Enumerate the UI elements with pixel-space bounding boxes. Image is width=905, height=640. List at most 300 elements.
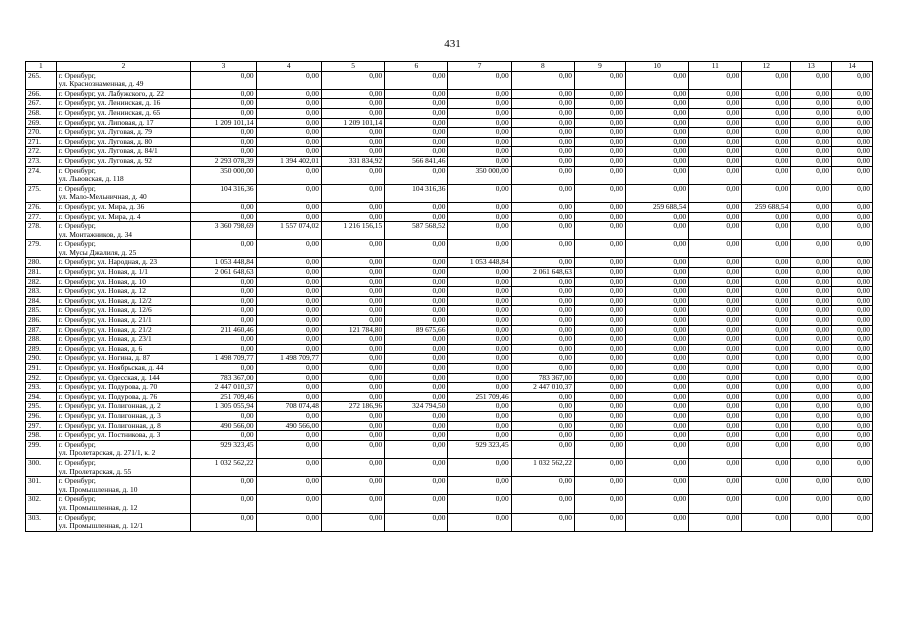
address-line: ул. Мусы Джалиля, д. 25 bbox=[58, 247, 137, 257]
amount-cell-col-5: 0,00 bbox=[321, 202, 384, 212]
amount-cell-col-7: 0,00 bbox=[448, 373, 511, 383]
address-line: г. Оренбург, bbox=[58, 184, 96, 193]
amount-cell-col-14: 0,00 bbox=[832, 137, 873, 147]
row-number-cell: 283. bbox=[26, 287, 57, 297]
row-number-cell: 290. bbox=[26, 354, 57, 364]
row-number-cell: 269. bbox=[26, 118, 57, 128]
row-number-cell: 287. bbox=[26, 325, 57, 335]
amount-cell-col-11: 0,00 bbox=[689, 89, 742, 99]
column-number-header: 4 bbox=[256, 62, 321, 72]
amount-cell-col-7: 0,00 bbox=[448, 513, 511, 531]
amount-cell-col-7: 0,00 bbox=[448, 147, 511, 157]
row-number-cell: 277. bbox=[26, 212, 57, 222]
housing-repair-table bbox=[25, 61, 873, 532]
amount-cell-col-9: 0,00 bbox=[574, 137, 625, 147]
amount-cell-col-4: 0,00 bbox=[256, 108, 321, 118]
amount-cell-col-11: 0,00 bbox=[689, 373, 742, 383]
address-cell bbox=[56, 402, 191, 412]
amount-cell-col-11: 0,00 bbox=[689, 128, 742, 138]
amount-cell-col-3: 0,00 bbox=[191, 296, 256, 306]
amount-cell-col-8: 0,00 bbox=[511, 513, 574, 531]
amount-cell-col-8: 0,00 bbox=[511, 440, 574, 458]
amount-cell-col-7: 0,00 bbox=[448, 184, 511, 202]
amount-cell-col-5: 331 834,92 bbox=[321, 156, 384, 166]
amount-cell-col-11: 0,00 bbox=[689, 108, 742, 118]
amount-cell-col-5: 0,00 bbox=[321, 383, 384, 393]
amount-cell-col-11: 0,00 bbox=[689, 156, 742, 166]
amount-cell-col-12: 0,00 bbox=[742, 431, 791, 441]
address-cell bbox=[56, 513, 191, 531]
address-cell bbox=[56, 354, 191, 364]
amount-cell-col-14: 0,00 bbox=[832, 495, 873, 513]
amount-cell-col-6: 0,00 bbox=[385, 118, 448, 128]
amount-cell-col-10: 0,00 bbox=[625, 108, 688, 118]
address-line: г. Оренбург, bbox=[58, 440, 96, 449]
amount-cell-col-13: 0,00 bbox=[791, 184, 832, 202]
table-row bbox=[26, 513, 873, 531]
amount-cell-col-4: 0,00 bbox=[256, 440, 321, 458]
amount-cell-col-8: 0,00 bbox=[511, 364, 574, 374]
amount-cell-col-6: 0,00 bbox=[385, 277, 448, 287]
amount-cell-col-8: 1 032 562,22 bbox=[511, 458, 574, 476]
row-number-cell: 272. bbox=[26, 147, 57, 157]
amount-cell-col-11: 0,00 bbox=[689, 99, 742, 109]
amount-cell-col-7: 0,00 bbox=[448, 364, 511, 374]
address-line: г. Оренбург, ул. Полигонная, д. 8 bbox=[58, 421, 161, 430]
amount-cell-col-9: 0,00 bbox=[574, 287, 625, 297]
amount-cell-col-8: 0,00 bbox=[511, 316, 574, 326]
table-body bbox=[26, 71, 873, 531]
amount-cell-col-6: 0,00 bbox=[385, 344, 448, 354]
amount-cell-col-11: 0,00 bbox=[689, 392, 742, 402]
address-cell bbox=[56, 89, 191, 99]
amount-cell-col-9: 0,00 bbox=[574, 354, 625, 364]
amount-cell-col-10: 0,00 bbox=[625, 277, 688, 287]
amount-cell-col-5: 0,00 bbox=[321, 306, 384, 316]
amount-cell-col-3: 0,00 bbox=[191, 202, 256, 212]
amount-cell-col-8: 0,00 bbox=[511, 402, 574, 412]
amount-cell-col-9: 0,00 bbox=[574, 147, 625, 157]
amount-cell-col-4: 0,00 bbox=[256, 258, 321, 268]
amount-cell-col-5: 0,00 bbox=[321, 287, 384, 297]
address-line: г. Оренбург, ул. Полигонная, д. 2 bbox=[58, 401, 161, 411]
amount-cell-col-6: 0,00 bbox=[385, 212, 448, 222]
amount-cell-col-9: 0,00 bbox=[574, 184, 625, 202]
amount-cell-col-13: 0,00 bbox=[791, 287, 832, 297]
amount-cell-col-12: 0,00 bbox=[742, 240, 791, 258]
amount-cell-col-7: 1 053 448,84 bbox=[448, 258, 511, 268]
table-row bbox=[26, 392, 873, 402]
amount-cell-col-10: 0,00 bbox=[625, 212, 688, 222]
address-line: г. Оренбург, ул. Луговая, д. 80 bbox=[58, 137, 152, 146]
address-line: г. Оренбург, bbox=[58, 494, 96, 504]
address-cell bbox=[56, 118, 191, 128]
amount-cell-col-12: 0,00 bbox=[742, 402, 791, 412]
table-row bbox=[26, 335, 873, 345]
page-number: 431 bbox=[444, 38, 461, 50]
column-number-header: 8 bbox=[511, 62, 574, 72]
amount-cell-col-7: 929 323,45 bbox=[448, 440, 511, 458]
amount-cell-col-4: 0,00 bbox=[256, 202, 321, 212]
amount-cell-col-8: 0,00 bbox=[511, 306, 574, 316]
row-number-cell: 265. bbox=[26, 71, 57, 89]
amount-cell-col-14: 0,00 bbox=[832, 108, 873, 118]
amount-cell-col-13: 0,00 bbox=[791, 495, 832, 513]
amount-cell-col-6: 0,00 bbox=[385, 383, 448, 393]
column-number-row bbox=[26, 62, 873, 72]
amount-cell-col-13: 0,00 bbox=[791, 458, 832, 476]
amount-cell-col-10: 0,00 bbox=[625, 306, 688, 316]
amount-cell-col-13: 0,00 bbox=[791, 373, 832, 383]
amount-cell-col-3: 211 460,46 bbox=[191, 325, 256, 335]
amount-cell-col-9: 0,00 bbox=[574, 373, 625, 383]
row-number-cell: 281. bbox=[26, 268, 57, 278]
address-line: г. Оренбург, ул. Постникова, д. 3 bbox=[58, 430, 161, 440]
amount-cell-col-5: 0,00 bbox=[321, 296, 384, 306]
amount-cell-col-3: 0,00 bbox=[191, 89, 256, 99]
amount-cell-col-11: 0,00 bbox=[689, 383, 742, 393]
amount-cell-col-7: 0,00 bbox=[448, 287, 511, 297]
amount-cell-col-6: 0,00 bbox=[385, 421, 448, 431]
amount-cell-col-3: 350 000,00 bbox=[191, 166, 256, 184]
amount-cell-col-7: 0,00 bbox=[448, 325, 511, 335]
address-cell bbox=[56, 202, 191, 212]
amount-cell-col-9: 0,00 bbox=[574, 513, 625, 531]
amount-cell-col-8: 0,00 bbox=[511, 325, 574, 335]
row-number-cell: 275. bbox=[26, 184, 57, 202]
amount-cell-col-11: 0,00 bbox=[689, 325, 742, 335]
amount-cell-col-8: 0,00 bbox=[511, 184, 574, 202]
amount-cell-col-14: 0,00 bbox=[832, 477, 873, 495]
address-cell bbox=[56, 240, 191, 258]
amount-cell-col-7: 0,00 bbox=[448, 268, 511, 278]
amount-cell-col-14: 0,00 bbox=[832, 458, 873, 476]
amount-cell-col-13: 0,00 bbox=[791, 71, 832, 89]
amount-cell-col-12: 0,00 bbox=[742, 99, 791, 109]
amount-cell-col-10: 0,00 bbox=[625, 477, 688, 495]
table-row bbox=[26, 258, 873, 268]
table-row bbox=[26, 431, 873, 441]
amount-cell-col-13: 0,00 bbox=[791, 421, 832, 431]
amount-cell-col-12: 0,00 bbox=[742, 137, 791, 147]
amount-cell-col-9: 0,00 bbox=[574, 306, 625, 316]
amount-cell-col-11: 0,00 bbox=[689, 477, 742, 495]
amount-cell-col-14: 0,00 bbox=[832, 156, 873, 166]
amount-cell-col-8: 0,00 bbox=[511, 147, 574, 157]
address-cell bbox=[56, 458, 191, 476]
address-cell bbox=[56, 268, 191, 278]
amount-cell-col-11: 0,00 bbox=[689, 335, 742, 345]
amount-cell-col-12: 0,00 bbox=[742, 364, 791, 374]
row-number-cell: 286. bbox=[26, 316, 57, 326]
amount-cell-col-8: 0,00 bbox=[511, 156, 574, 166]
amount-cell-col-10: 0,00 bbox=[625, 184, 688, 202]
address-line: г. Оренбург, ул. Мира, д. 36 bbox=[58, 202, 145, 211]
address-cell bbox=[56, 296, 191, 306]
amount-cell-col-13: 0,00 bbox=[791, 258, 832, 268]
amount-cell-col-4: 1 557 074,02 bbox=[256, 222, 321, 240]
address-cell bbox=[56, 495, 191, 513]
amount-cell-col-3: 104 316,36 bbox=[191, 184, 256, 202]
row-number-cell: 279. bbox=[26, 240, 57, 258]
amount-cell-col-10: 0,00 bbox=[625, 118, 688, 128]
amount-cell-col-10: 0,00 bbox=[625, 316, 688, 326]
amount-cell-col-7: 251 709,46 bbox=[448, 392, 511, 402]
amount-cell-col-9: 0,00 bbox=[574, 156, 625, 166]
amount-cell-col-8: 0,00 bbox=[511, 240, 574, 258]
amount-cell-col-11: 0,00 bbox=[689, 212, 742, 222]
amount-cell-col-6: 0,00 bbox=[385, 364, 448, 374]
amount-cell-col-11: 0,00 bbox=[689, 431, 742, 441]
row-number-cell: 293. bbox=[26, 383, 57, 393]
amount-cell-col-9: 0,00 bbox=[574, 325, 625, 335]
table-row bbox=[26, 156, 873, 166]
amount-cell-col-8: 0,00 bbox=[511, 477, 574, 495]
table-row bbox=[26, 184, 873, 202]
amount-cell-col-5: 0,00 bbox=[321, 495, 384, 513]
amount-cell-col-10: 0,00 bbox=[625, 431, 688, 441]
amount-cell-col-6: 0,00 bbox=[385, 137, 448, 147]
amount-cell-col-3: 0,00 bbox=[191, 277, 256, 287]
amount-cell-col-6: 89 675,66 bbox=[385, 325, 448, 335]
table-row bbox=[26, 277, 873, 287]
amount-cell-col-3: 2 293 078,39 bbox=[191, 156, 256, 166]
amount-cell-col-8: 0,00 bbox=[511, 108, 574, 118]
amount-cell-col-11: 0,00 bbox=[689, 166, 742, 184]
amount-cell-col-8: 0,00 bbox=[511, 392, 574, 402]
amount-cell-col-13: 0,00 bbox=[791, 354, 832, 364]
amount-cell-col-9: 0,00 bbox=[574, 258, 625, 268]
amount-cell-col-7: 0,00 bbox=[448, 137, 511, 147]
amount-cell-col-11: 0,00 bbox=[689, 316, 742, 326]
row-number-cell: 266. bbox=[26, 89, 57, 99]
amount-cell-col-3: 0,00 bbox=[191, 513, 256, 531]
address-line: г. Оренбург, ул. Новая, д. 21/1 bbox=[58, 315, 152, 325]
address-line: г. Оренбург, bbox=[58, 476, 96, 486]
amount-cell-col-5: 0,00 bbox=[321, 458, 384, 476]
amount-cell-col-3: 0,00 bbox=[191, 335, 256, 345]
amount-cell-col-12: 0,00 bbox=[742, 268, 791, 278]
amount-cell-col-12: 0,00 bbox=[742, 354, 791, 364]
amount-cell-col-3: 1 305 055,94 bbox=[191, 402, 256, 412]
amount-cell-col-9: 0,00 bbox=[574, 458, 625, 476]
amount-cell-col-8: 0,00 bbox=[511, 335, 574, 345]
amount-cell-col-13: 0,00 bbox=[791, 137, 832, 147]
amount-cell-col-9: 0,00 bbox=[574, 316, 625, 326]
amount-cell-col-3: 2 061 648,63 bbox=[191, 268, 256, 278]
amount-cell-col-8: 0,00 bbox=[511, 258, 574, 268]
row-number-cell: 302. bbox=[26, 495, 57, 513]
amount-cell-col-6: 0,00 bbox=[385, 108, 448, 118]
amount-cell-col-5: 0,00 bbox=[321, 89, 384, 99]
column-number-header: 6 bbox=[385, 62, 448, 72]
address-cell bbox=[56, 421, 191, 431]
amount-cell-col-4: 0,00 bbox=[256, 240, 321, 258]
row-number-cell: 285. bbox=[26, 306, 57, 316]
row-number-cell: 295. bbox=[26, 402, 57, 412]
address-line: г. Оренбург, ул. Луговая, д. 84/1 bbox=[58, 146, 158, 156]
amount-cell-col-9: 0,00 bbox=[574, 118, 625, 128]
amount-cell-col-13: 0,00 bbox=[791, 335, 832, 345]
amount-cell-col-9: 0,00 bbox=[574, 128, 625, 138]
amount-cell-col-14: 0,00 bbox=[832, 240, 873, 258]
amount-cell-col-3: 0,00 bbox=[191, 287, 256, 297]
amount-cell-col-10: 0,00 bbox=[625, 222, 688, 240]
amount-cell-col-3: 0,00 bbox=[191, 240, 256, 258]
amount-cell-col-6: 0,00 bbox=[385, 495, 448, 513]
amount-cell-col-5: 0,00 bbox=[321, 364, 384, 374]
amount-cell-col-9: 0,00 bbox=[574, 421, 625, 431]
amount-cell-col-12: 0,00 bbox=[742, 513, 791, 531]
table-row bbox=[26, 354, 873, 364]
table-row bbox=[26, 222, 873, 240]
amount-cell-col-10: 0,00 bbox=[625, 99, 688, 109]
amount-cell-col-7: 0,00 bbox=[448, 240, 511, 258]
amount-cell-col-6: 587 568,52 bbox=[385, 222, 448, 240]
amount-cell-col-6: 0,00 bbox=[385, 513, 448, 531]
amount-cell-col-14: 0,00 bbox=[832, 258, 873, 268]
address-cell bbox=[56, 477, 191, 495]
amount-cell-col-5: 0,00 bbox=[321, 108, 384, 118]
table-row bbox=[26, 137, 873, 147]
amount-cell-col-4: 0,00 bbox=[256, 147, 321, 157]
amount-cell-col-12: 0,00 bbox=[742, 258, 791, 268]
amount-cell-col-11: 0,00 bbox=[689, 287, 742, 297]
column-number-header: 7 bbox=[448, 62, 511, 72]
table-row bbox=[26, 147, 873, 157]
amount-cell-col-4: 0,00 bbox=[256, 383, 321, 393]
amount-cell-col-14: 0,00 bbox=[832, 277, 873, 287]
amount-cell-col-7: 0,00 bbox=[448, 335, 511, 345]
amount-cell-col-8: 2 447 010,37 bbox=[511, 383, 574, 393]
amount-cell-col-14: 0,00 bbox=[832, 222, 873, 240]
amount-cell-col-10: 0,00 bbox=[625, 440, 688, 458]
amount-cell-col-10: 0,00 bbox=[625, 128, 688, 138]
table-row bbox=[26, 440, 873, 458]
amount-cell-col-4: 0,00 bbox=[256, 344, 321, 354]
table-row bbox=[26, 373, 873, 383]
amount-cell-col-14: 0,00 bbox=[832, 306, 873, 316]
address-cell bbox=[56, 147, 191, 157]
amount-cell-col-3: 783 367,00 bbox=[191, 373, 256, 383]
amount-cell-col-5: 0,00 bbox=[321, 344, 384, 354]
amount-cell-col-10: 0,00 bbox=[625, 335, 688, 345]
amount-cell-col-14: 0,00 bbox=[832, 166, 873, 184]
amount-cell-col-7: 0,00 bbox=[448, 89, 511, 99]
amount-cell-col-4: 0,00 bbox=[256, 306, 321, 316]
amount-cell-col-11: 0,00 bbox=[689, 71, 742, 89]
amount-cell-col-14: 0,00 bbox=[832, 268, 873, 278]
amount-cell-col-4: 0,00 bbox=[256, 137, 321, 147]
amount-cell-col-3: 1 498 709,77 bbox=[191, 354, 256, 364]
amount-cell-col-5: 0,00 bbox=[321, 421, 384, 431]
amount-cell-col-14: 0,00 bbox=[832, 383, 873, 393]
amount-cell-col-3: 0,00 bbox=[191, 316, 256, 326]
amount-cell-col-5: 0,00 bbox=[321, 431, 384, 441]
amount-cell-col-11: 0,00 bbox=[689, 344, 742, 354]
amount-cell-col-11: 0,00 bbox=[689, 306, 742, 316]
amount-cell-col-4: 0,00 bbox=[256, 335, 321, 345]
amount-cell-col-8: 0,00 bbox=[511, 277, 574, 287]
amount-cell-col-10: 0,00 bbox=[625, 89, 688, 99]
amount-cell-col-5: 0,00 bbox=[321, 212, 384, 222]
amount-cell-col-4: 0,00 bbox=[256, 477, 321, 495]
address-line: г. Оренбург, ул. Луговая, д. 92 bbox=[58, 156, 152, 165]
amount-cell-col-9: 0,00 bbox=[574, 477, 625, 495]
address-line: г. Оренбург, ул. Луговая, д. 79 bbox=[58, 127, 152, 137]
address-cell bbox=[56, 344, 191, 354]
amount-cell-col-4: 0,00 bbox=[256, 513, 321, 531]
table-row bbox=[26, 421, 873, 431]
amount-cell-col-3: 0,00 bbox=[191, 147, 256, 157]
amount-cell-col-9: 0,00 bbox=[574, 344, 625, 354]
amount-cell-col-14: 0,00 bbox=[832, 364, 873, 374]
amount-cell-col-9: 0,00 bbox=[574, 71, 625, 89]
address-line: г. Оренбург, bbox=[58, 458, 96, 467]
amount-cell-col-10: 0,00 bbox=[625, 495, 688, 513]
row-number-cell: 273. bbox=[26, 156, 57, 166]
address-line: г. Оренбург, bbox=[58, 71, 96, 80]
amount-cell-col-12: 0,00 bbox=[742, 392, 791, 402]
amount-cell-col-14: 0,00 bbox=[832, 128, 873, 138]
amount-cell-col-11: 0,00 bbox=[689, 495, 742, 513]
amount-cell-col-4: 0,00 bbox=[256, 411, 321, 421]
amount-cell-col-5: 0,00 bbox=[321, 373, 384, 383]
amount-cell-col-8: 0,00 bbox=[511, 287, 574, 297]
amount-cell-col-6: 104 316,36 bbox=[385, 184, 448, 202]
amount-cell-col-13: 0,00 bbox=[791, 364, 832, 374]
amount-cell-col-5: 1 216 156,15 bbox=[321, 222, 384, 240]
amount-cell-col-7: 0,00 bbox=[448, 202, 511, 212]
address-line: ул. Промышленная, д. 12 bbox=[58, 502, 138, 512]
amount-cell-col-8: 0,00 bbox=[511, 431, 574, 441]
amount-cell-col-14: 0,00 bbox=[832, 344, 873, 354]
amount-cell-col-4: 0,00 bbox=[256, 296, 321, 306]
table-row bbox=[26, 296, 873, 306]
amount-cell-col-3: 0,00 bbox=[191, 71, 256, 89]
amount-cell-col-9: 0,00 bbox=[574, 212, 625, 222]
table-row bbox=[26, 344, 873, 354]
amount-cell-col-13: 0,00 bbox=[791, 268, 832, 278]
amount-cell-col-9: 0,00 bbox=[574, 99, 625, 109]
amount-cell-col-7: 0,00 bbox=[448, 222, 511, 240]
address-line: г. Оренбург, ул. Новая, д. 10 bbox=[58, 277, 146, 286]
amount-cell-col-14: 0,00 bbox=[832, 421, 873, 431]
column-number-header: 1 bbox=[26, 62, 57, 72]
amount-cell-col-4: 0,00 bbox=[256, 268, 321, 278]
amount-cell-col-9: 0,00 bbox=[574, 166, 625, 184]
amount-cell-col-4: 0,00 bbox=[256, 71, 321, 89]
address-line: ул. Краснознаменная, д. 49 bbox=[58, 79, 144, 89]
amount-cell-col-6: 0,00 bbox=[385, 373, 448, 383]
address-line: ул. Пролетарская, д. 271/1, к. 2 bbox=[58, 448, 156, 458]
amount-cell-col-7: 0,00 bbox=[448, 354, 511, 364]
amount-cell-col-6: 0,00 bbox=[385, 354, 448, 364]
amount-cell-col-12: 0,00 bbox=[742, 118, 791, 128]
amount-cell-col-9: 0,00 bbox=[574, 277, 625, 287]
address-cell bbox=[56, 277, 191, 287]
amount-cell-col-12: 0,00 bbox=[742, 277, 791, 287]
amount-cell-col-13: 0,00 bbox=[791, 240, 832, 258]
amount-cell-col-13: 0,00 bbox=[791, 128, 832, 138]
table-row bbox=[26, 202, 873, 212]
address-line: г. Оренбург, ул. Народная, д. 23 bbox=[58, 257, 158, 267]
address-line: ул. Монтажников, д. 34 bbox=[58, 229, 132, 239]
amount-cell-col-14: 0,00 bbox=[832, 373, 873, 383]
amount-cell-col-12: 0,00 bbox=[742, 383, 791, 393]
amount-cell-col-3: 0,00 bbox=[191, 99, 256, 109]
amount-cell-col-4: 0,00 bbox=[256, 495, 321, 513]
